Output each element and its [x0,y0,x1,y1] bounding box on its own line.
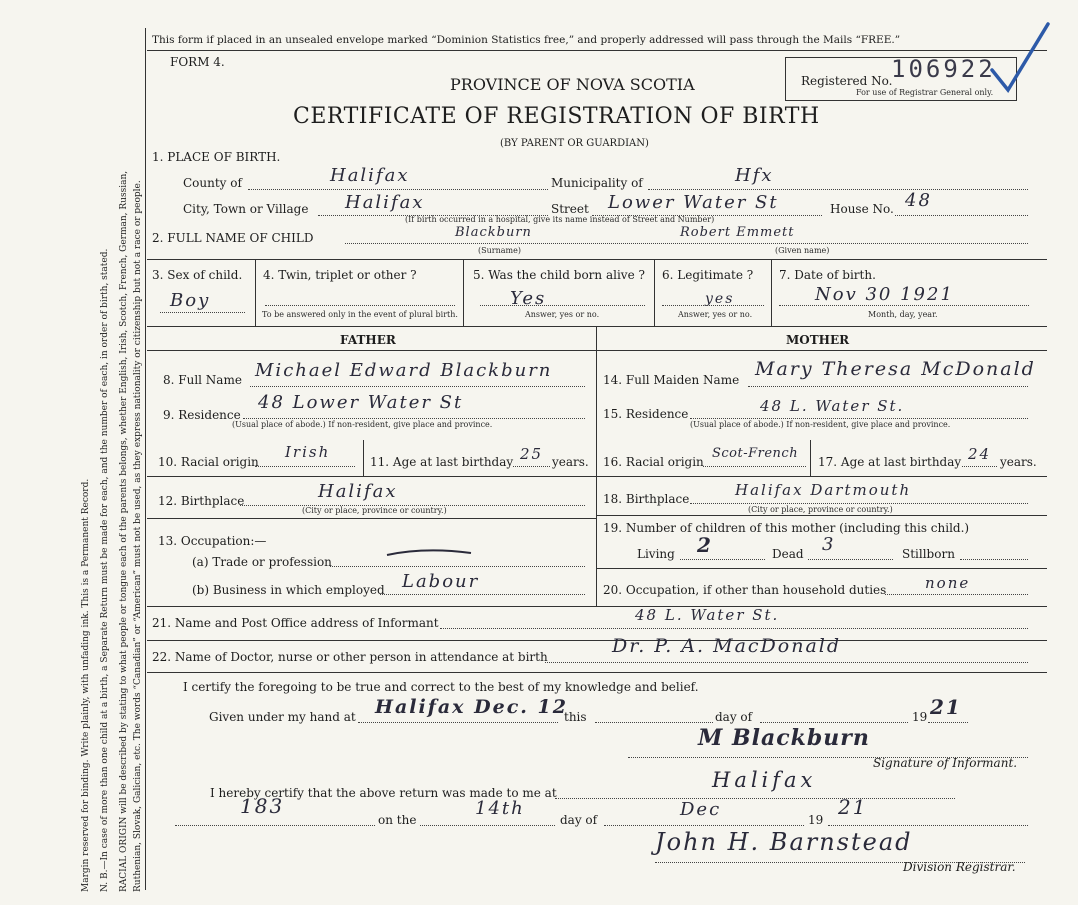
row3-divider-4 [771,259,772,326]
registrar-statement: I hereby certify that the above return was made to me at [210,786,557,800]
city-label: City, Town or Village [183,202,309,216]
legitimate-note: Answer, yes or no. [678,310,753,319]
alive-value: Yes [510,288,547,309]
mother-residence-note: (Usual place of abode.) If non-resident, give place and province. [690,420,951,429]
father-occupation-label: 13. Occupation:— [158,534,267,548]
doctor-line [545,662,1028,663]
mother-residence-line [690,418,1028,419]
father-race-label: 10. Racial origin [158,455,259,469]
mother-birthplace-line [690,503,1028,504]
certify-year: 21 [930,695,962,719]
municipality-label: Municipality of [551,176,643,190]
registrar-day-line [420,825,555,826]
legitimate-line [662,305,764,306]
father-heading: FATHER [340,333,396,347]
legitimate-label: 6. Legitimate ? [662,268,754,282]
check-mark-icon [990,18,1060,98]
date-line [779,305,1029,306]
registrar-month-line [604,825,804,826]
father-age: 25 [520,445,544,463]
trade-dash-mark [385,545,475,561]
house-value: 48 [905,190,932,211]
day-of-label: day of [715,710,753,724]
twin-line [265,305,455,306]
parents-bottom-rule [147,606,1047,607]
given-name-label: (Given name) [775,246,830,255]
margin-note-racial-origin-cont: Ruthenian, Slovak, Galician, etc. The words “Canadian” or “American” must not be used, as they express nationality or citizenship but not a race or people. [133,180,143,892]
living-count: 2 [697,533,713,557]
mother-name-label: 14. Full Maiden Name [603,373,740,387]
father-birthplace-rule [147,518,596,519]
father-residence-note: (Usual place of abode.) If non-resident, give place and province. [232,420,493,429]
certify-year-prefix: 19 [912,710,928,724]
mother-race-divider [810,440,811,476]
informant-rule [147,640,1047,641]
house-label: House No. [830,202,894,216]
father-business: Labour [402,571,480,592]
sex-line [160,312,245,313]
father-age-line [513,466,550,467]
father-residence-label: 9. Residence [163,408,241,422]
mother-age: 24 [968,445,992,463]
municipality-line [648,189,1028,190]
mother-race-rule [596,476,1047,477]
registrar-month: Dec [680,799,722,820]
informant-signature: M Blackburn [698,725,870,751]
date-note: Month, day, year. [868,310,938,319]
street-value: Lower Water St [608,192,779,213]
informant-certification: I certify the foregoing to be true and correct to the best of my knowledge and belief. [183,680,699,694]
parents-heading-rule [147,350,1047,351]
father-birthplace: Halifax [318,481,398,502]
father-age-years: years. [552,455,589,469]
mother-race-label: 16. Racial origin [603,455,704,469]
doctor-name: Dr. P. A. MacDonald [612,635,842,657]
registrar-place-line [555,798,955,799]
father-age-label: 11. Age at last birthday [370,455,514,469]
parents-divider [596,326,597,606]
registrar-day: 14th [475,798,525,819]
on-the-label: on the [378,813,417,827]
registrar-use-note: For use of Registrar General only. [856,88,994,97]
father-residence-line [243,418,585,419]
mother-birthplace-label: 18. Birthplace [603,492,690,506]
father-race-divider [363,440,364,476]
row3-bottom-rule [147,326,1047,327]
county-line [248,189,548,190]
mother-age-years: years. [1000,455,1037,469]
row3-divider-1 [255,259,256,326]
father-birthplace-label: 12. Birthplace [158,494,245,508]
top-rule [147,50,1047,51]
legitimate-value: yes [705,291,735,307]
given-place-line [358,722,558,723]
mother-age-line [962,466,997,467]
row3-divider-3 [654,259,655,326]
children-count-label: 19. Number of children of this mother (including this child.) [603,521,970,535]
trade-label: (a) Trade or profession [192,555,332,569]
mother-birthplace-note: (City or place, province or country.) [748,505,893,514]
registration-number: 183 [240,794,285,818]
dead-line [808,559,893,560]
house-line [895,215,1028,216]
doctor-label: 22. Name of Doctor, nurse or other person in attendance at birth [152,650,548,664]
father-name: Michael Edward Blackburn [255,360,553,381]
dead-count: 3 [822,534,836,555]
informant-signature-label: Signature of Informant. [873,756,1018,770]
street-label: Street [551,202,589,216]
registrar-signature: John H. Barnstead [655,828,913,856]
father-race: Irish [285,443,331,461]
business-label: (b) Business in which employed [192,583,385,597]
dead-label: Dead [772,547,804,561]
mother-occupation-label: 20. Occupation, if other than household duties [603,583,887,597]
alive-note: Answer, yes or no. [525,310,600,319]
trade-line [330,566,585,567]
margin-note-binding: Margin reserved for binding. Write plainly, with unfading ink. This is a Permanent Record. [81,478,91,892]
margin-note-racial-origin: RACIAL ORIGIN will be described by stating to what people or tongue each of the parents belongs, whether English, Irish, Scotch, French, German, Russian, [119,170,129,892]
child-name-line [345,243,1028,244]
this-label: this [564,710,587,724]
county-value: Halifax [330,165,410,186]
child-surname: Blackburn [455,225,532,240]
father-residence: 48 Lower Water St [258,392,464,413]
children-rule [596,568,1047,569]
city-value: Halifax [345,192,425,213]
registered-label: Registered No. [801,74,893,88]
stillborn-label: Stillborn [902,547,955,561]
mother-name: Mary Theresa McDonald [755,358,1036,380]
mother-name-line [748,386,1028,387]
mother-race-line [703,466,806,467]
given-place-date: Halifax Dec. 12 [375,696,568,718]
mother-birthplace-rule [596,515,1047,516]
registered-box [785,57,1017,101]
mother-occupation-line [885,594,1028,595]
informant-label: 21. Name and Post Office address of Informant [152,616,439,630]
place-of-birth-heading: 1. PLACE OF BIRTH. [152,150,281,164]
child-name-heading: 2. FULL NAME OF CHILD [152,231,314,245]
mother-residence: 48 L. Water St. [760,397,905,415]
hospital-note: (If birth occurred in a hospital, give its name instead of Street and Number) [405,215,715,224]
twin-label: 4. Twin, triplet or other ? [263,268,417,282]
alive-label: 5. Was the child born alive ? [473,268,645,282]
registrar-year-prefix: 19 [808,813,824,827]
doctor-rule [147,672,1047,673]
sex-label: 3. Sex of child. [152,268,243,282]
surname-label: (Surname) [478,246,521,255]
father-race-rule [147,476,596,477]
row3-divider-2 [463,259,464,326]
form-number: FORM 4. [170,55,225,69]
date-label: 7. Date of birth. [779,268,876,282]
row3-top-rule [147,259,1047,260]
top-note: This form if placed in an unsealed envelope marked “Dominion Statistics free,” and properly addressed will pass through the Mails “FREE.” [152,34,901,46]
mother-birthplace: Halifax Dartmouth [735,481,912,499]
registration-number-line [175,825,375,826]
given-under-label: Given under my hand at [209,710,356,724]
date-value: Nov 30 1921 [815,284,954,305]
form-title: CERTIFICATE OF REGISTRATION OF BIRTH [293,104,820,129]
form-subtitle: (BY PARENT OR GUARDIAN) [500,138,649,149]
mother-heading: MOTHER [786,333,850,347]
county-label: County of [183,176,242,190]
registrar-year-line [828,825,1028,826]
father-name-line [250,386,585,387]
sex-value: Boy [170,290,211,311]
alive-line [480,305,645,306]
mother-age-label: 17. Age at last birthday [818,455,962,469]
stillborn-line [960,559,1028,560]
informant-line [440,628,1028,629]
mother-occupation: none [925,574,971,592]
form-left-border [145,28,146,890]
certify-year-line [928,722,968,723]
registrar-place: Halifax [712,768,817,792]
registrar-year: 21 [838,795,868,819]
informant-address: 48 L. Water St. [635,606,780,624]
child-given-name: Robert Emmett [680,225,795,240]
registered-number: 106922 [891,55,996,83]
father-race-line [255,466,355,467]
registrar-label: Division Registrar. [903,860,1016,874]
this-line [595,722,713,723]
living-label: Living [637,547,675,561]
business-line [380,594,585,595]
father-name-label: 8. Full Name [163,373,242,387]
living-line [680,559,765,560]
registrar-day-of-label: day of [560,813,598,827]
mother-residence-label: 15. Residence [603,407,689,421]
province-heading: PROVINCE OF NOVA SCOTIA [450,75,695,94]
day-of-line [760,722,908,723]
margin-note-multiple-births: N. B.—In case of more than one child at a birth, a Separate Return must be made for each, and the number of each, in order of birth, stated. [100,248,110,892]
twin-note: To be answered only in the event of plural birth. [262,310,458,319]
father-birthplace-note: (City or place, province or country.) [302,506,447,515]
municipality-value: Hfx [735,165,774,186]
mother-race: Scot-French [712,446,799,461]
